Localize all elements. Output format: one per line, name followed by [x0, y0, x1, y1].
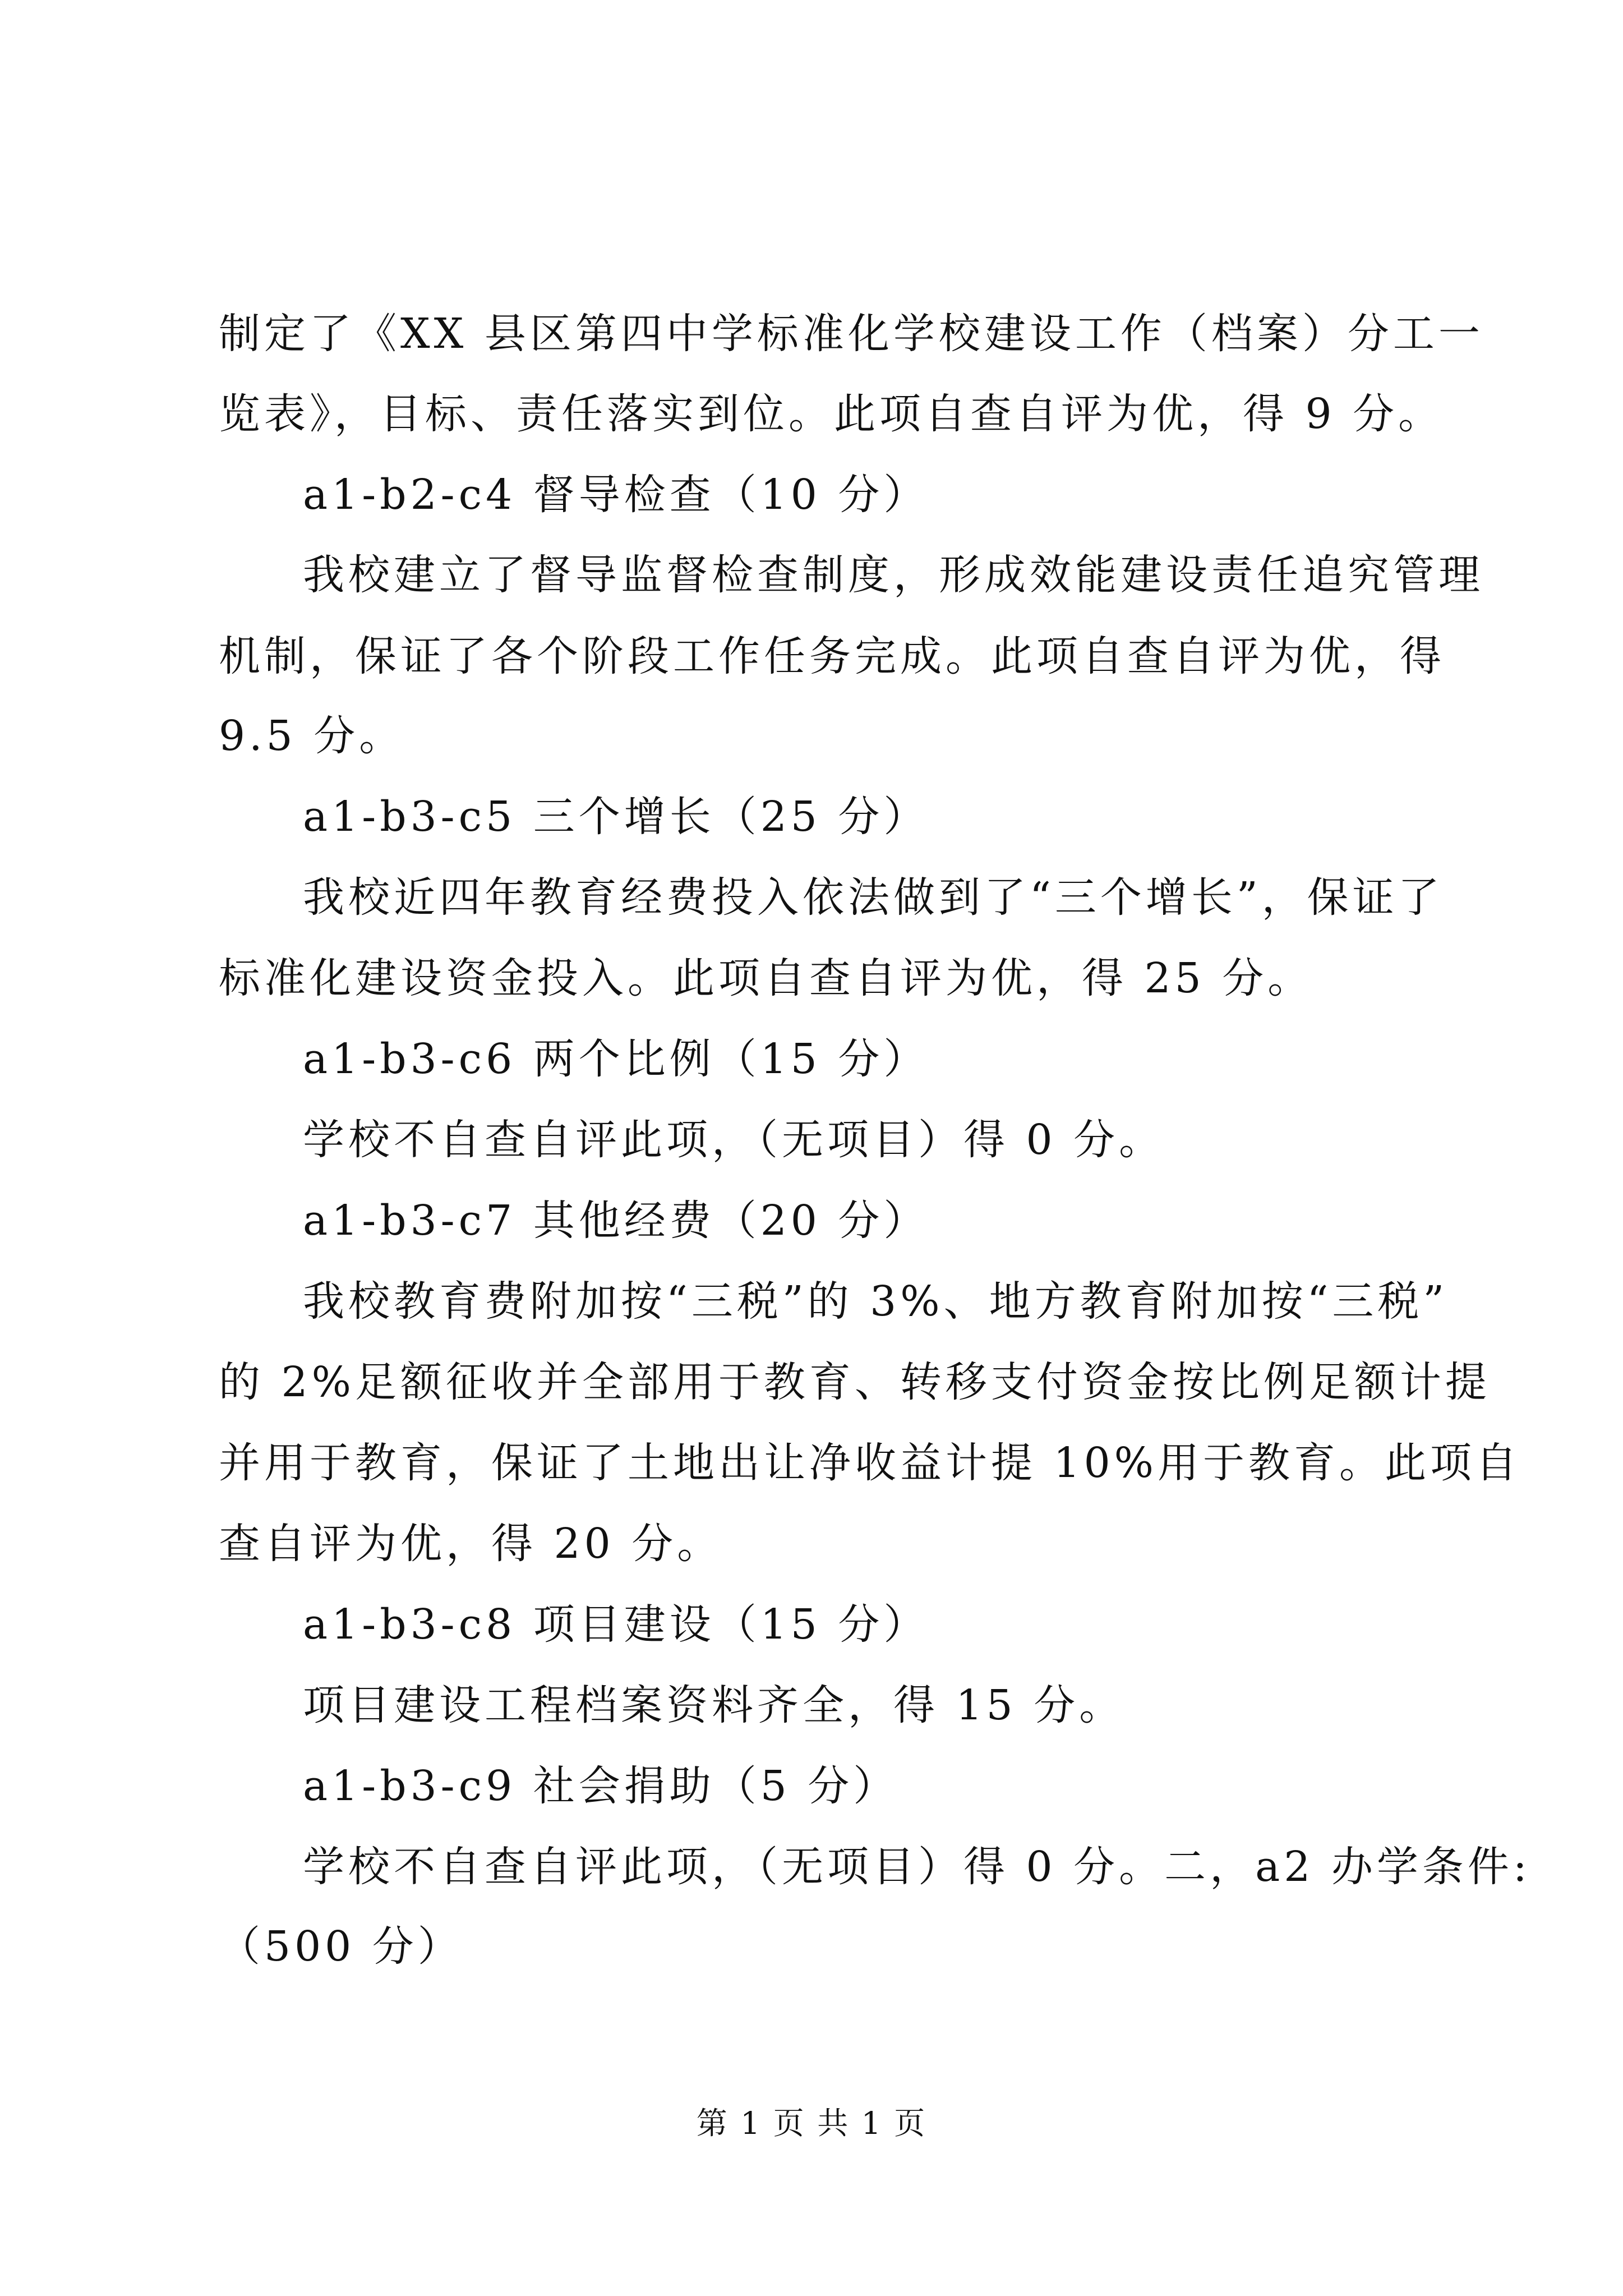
paragraph-line: 项目建设工程档案资料齐全，得 15 分。	[303, 1681, 1125, 1729]
paragraph-line: 并用于教育，保证了土地出让净收益计提 10%用于教育。此项自	[219, 1439, 1521, 1487]
section-heading: a1-b3-c6 两个比例（15 分）	[303, 1035, 929, 1083]
paragraph-line: 标准化建设资金投入。此项自查自评为优，得 25 分。	[219, 954, 1313, 1002]
paragraph-line: （500 分）	[219, 1922, 463, 1971]
paragraph-line: 我校教育费附加按“三税”的 3%、地方教育附加按“三税”	[303, 1277, 1449, 1326]
paragraph-line: 览表》，目标、责任落实到位。此项自查自评为优，得 9 分。	[219, 390, 1444, 438]
paragraph-line: 机制，保证了各个阶段工作任务完成。此项自查自评为优，得	[219, 632, 1445, 680]
section-heading: a1-b3-c8 项目建设（15 分）	[303, 1600, 929, 1649]
paragraph-line: 的 2%足额征收并全部用于教育、转移支付资金按比例足额计提	[219, 1358, 1491, 1406]
paragraph-line: 学校不自查自评此项，（无项目）得 0 分。二，a2 办学条件:	[303, 1843, 1531, 1891]
page-footer: 第 1 页 共 1 页	[696, 2105, 927, 2141]
paragraph-line: 制定了《XX 县区第四中学标准化学校建设工作（档案）分工一	[219, 310, 1484, 358]
paragraph-line: 9.5 分。	[219, 712, 405, 760]
section-heading: a1-b2-c4 督导检查（10 分）	[303, 471, 929, 519]
section-heading: a1-b3-c7 其他经费（20 分）	[303, 1197, 929, 1245]
paragraph-line: 我校建立了督导监督检查制度，形成效能建设责任追究管理	[303, 551, 1484, 599]
paragraph-line: 我校近四年教育经费投入依法做到了“三个增长”，保证了	[303, 873, 1444, 922]
paragraph-line: 学校不自查自评此项，（无项目）得 0 分。	[303, 1116, 1165, 1164]
paragraph-line: 查自评为优，得 20 分。	[219, 1520, 723, 1568]
section-heading: a1-b3-c5 三个增长（25 分）	[303, 793, 929, 841]
section-heading: a1-b3-c9 社会捐助（5 分）	[303, 1762, 899, 1810]
